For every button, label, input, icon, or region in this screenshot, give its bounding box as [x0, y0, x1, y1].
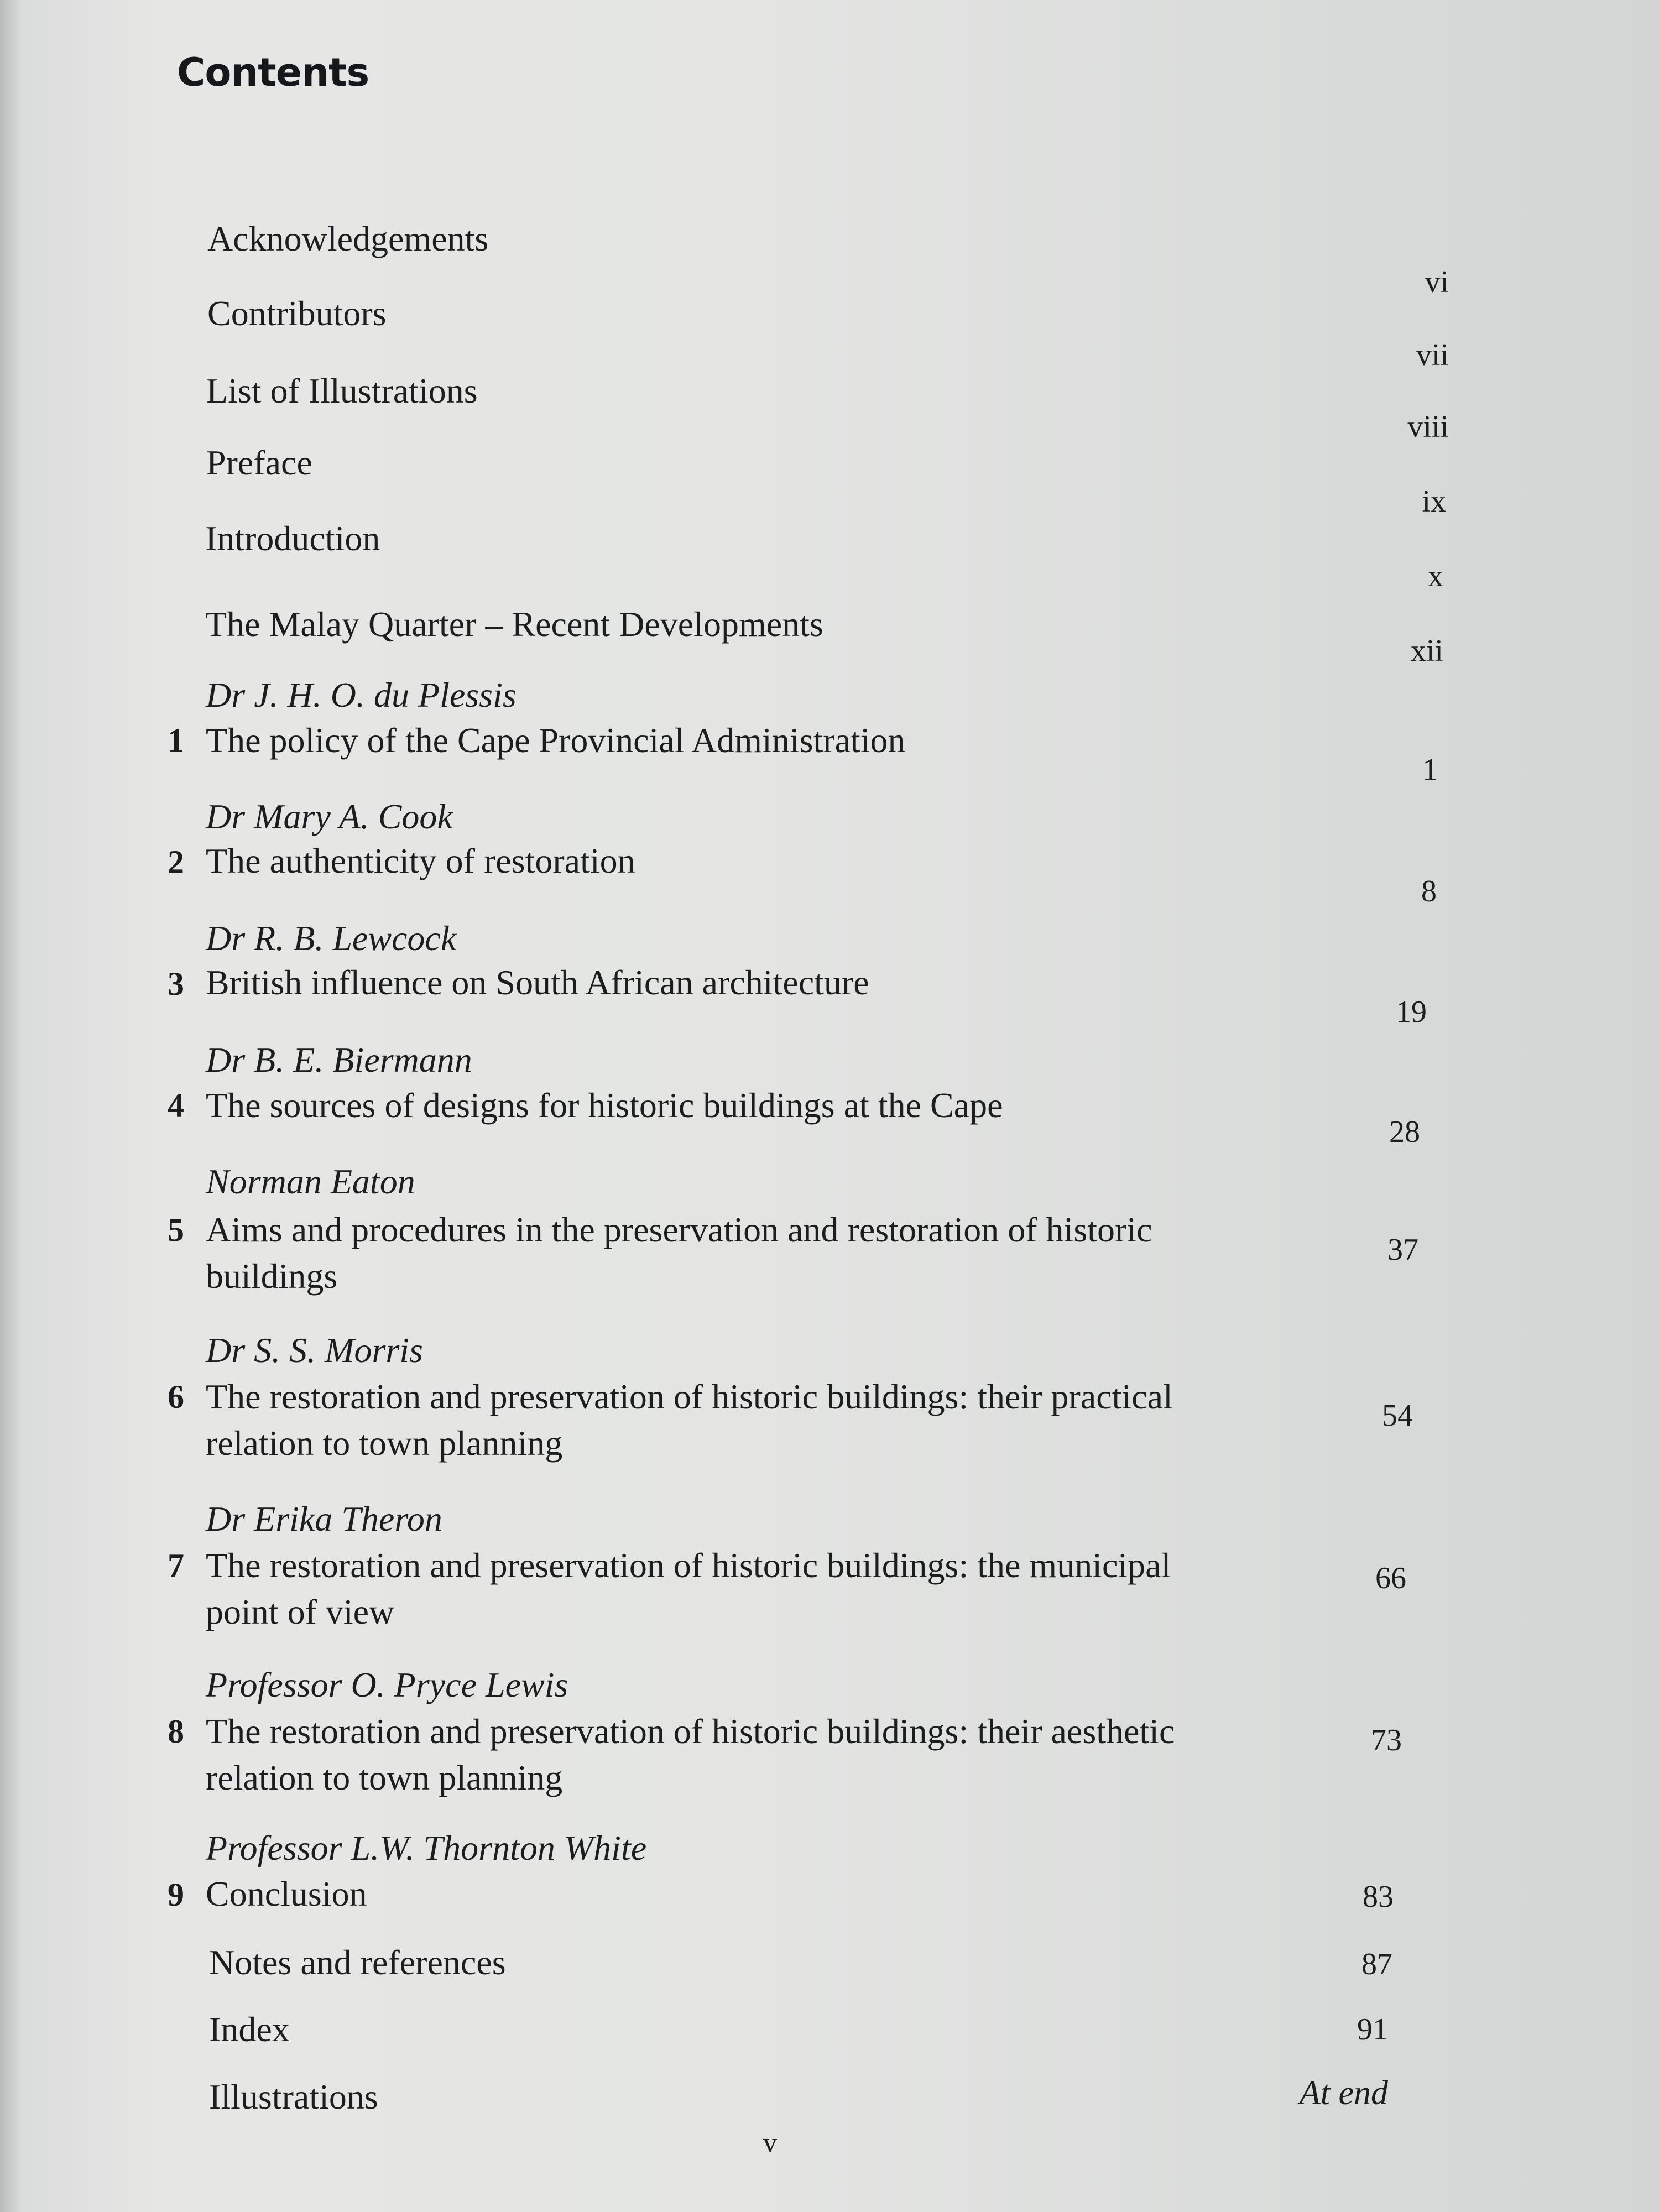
chapter-page: 54 [1382, 1399, 1413, 1433]
chapter-page: 83 [1363, 1880, 1394, 1914]
chapter-number: 8 [168, 1713, 184, 1750]
chapter-number: 4 [168, 1087, 184, 1124]
chapter-author: Dr S. S. Morris [206, 1331, 423, 1370]
toc-entry-page: 87 [1361, 1947, 1392, 1981]
chapter-title: The authenticity of restoration [206, 841, 635, 880]
chapter-title: The sources of designs for historic buildings at the Cape [206, 1086, 1003, 1125]
toc-entry-title: Acknowledgements [207, 219, 489, 258]
chapter-number: 3 [168, 966, 184, 1002]
chapter-number: 7 [168, 1547, 184, 1584]
toc-entry-title: Preface [206, 443, 312, 482]
toc-entry-page: vii [1416, 338, 1449, 372]
chapter-number: 2 [168, 844, 184, 880]
page-heading: Contents [177, 50, 369, 95]
chapter-page: 28 [1389, 1115, 1420, 1149]
chapter-number: 9 [168, 1876, 184, 1913]
chapter-author: Dr Erika Theron [206, 1499, 442, 1538]
folio: v [763, 2127, 777, 2158]
toc-entry-page: At end [1299, 2074, 1388, 2112]
chapter-title: The policy of the Cape Provincial Administration [206, 721, 906, 760]
toc-entry-title: Illustrations [209, 2077, 378, 2116]
chapter-title-continuation: buildings [206, 1256, 338, 1296]
chapter-title: Aims and procedures in the preservation and restoration of historic [206, 1210, 1152, 1249]
chapter-title: The restoration and preservation of historic buildings: the municipal [206, 1546, 1171, 1585]
chapter-title: British influence on South African architecture [206, 963, 869, 1002]
chapter-number: 5 [168, 1212, 184, 1248]
chapter-author: Dr B. E. Biermann [206, 1040, 472, 1079]
toc-entry-page: 91 [1357, 2012, 1388, 2047]
chapter-page: 8 [1421, 874, 1437, 909]
toc-entry-title: Introduction [205, 519, 380, 558]
chapter-author: Dr J. H. O. du Plessis [206, 675, 517, 714]
chapter-number: 1 [168, 722, 184, 759]
toc-entry-title: List of Illustrations [206, 371, 478, 410]
toc-entry-title: Index [209, 2010, 290, 2049]
chapter-page: 73 [1371, 1723, 1402, 1757]
chapter-title-continuation: point of view [206, 1592, 395, 1631]
chapter-author: Dr R. B. Lewcock [206, 919, 457, 958]
toc-entry-title: Notes and references [209, 1943, 506, 1982]
chapter-title: The restoration and preservation of historic buildings: their practical [206, 1377, 1173, 1416]
chapter-page: 66 [1375, 1561, 1406, 1595]
chapter-author: Dr Mary A. Cook [206, 797, 453, 836]
chapter-page: 1 [1422, 753, 1438, 787]
chapter-number: 6 [168, 1379, 184, 1415]
toc-entry-page: viii [1407, 410, 1449, 444]
chapter-page: 37 [1387, 1233, 1418, 1267]
chapter-page: 19 [1396, 995, 1427, 1029]
chapter-author: Professor O. Pryce Lewis [206, 1665, 568, 1704]
toc-entry-page: xii [1410, 634, 1443, 668]
chapter-author: Norman Eaton [206, 1162, 415, 1201]
toc-entry-page: x [1428, 559, 1443, 593]
toc-entry-title: Contributors [207, 294, 387, 333]
toc-entry-page: ix [1422, 484, 1446, 519]
chapter-title: The restoration and preservation of historic buildings: their aesthetic [206, 1712, 1175, 1751]
toc-entry-page: vi [1425, 265, 1449, 299]
toc-entry-title: The Malay Quarter – Recent Developments [205, 604, 823, 644]
chapter-title-continuation: relation to town planning [206, 1758, 563, 1797]
chapter-title-continuation: relation to town planning [206, 1423, 563, 1463]
chapter-author: Professor L.W. Thornton White [206, 1828, 647, 1867]
page-edge-shadow [0, 0, 22, 2212]
chapter-title: Conclusion [206, 1874, 367, 1913]
